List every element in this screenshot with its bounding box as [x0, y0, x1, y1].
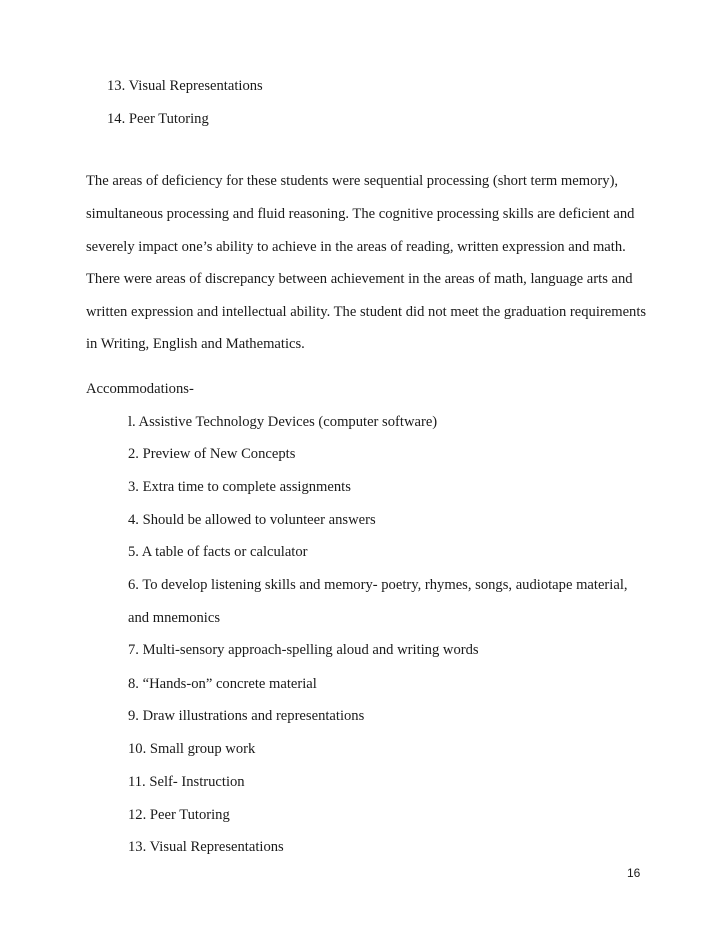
accommodation-item: 2. Preview of New Concepts [128, 446, 296, 462]
paragraph-line: There were areas of discrepancy between achievement in the areas of math, language arts and [86, 271, 633, 287]
top-list-item: 13. Visual Representations [107, 78, 263, 94]
paragraph-line: The areas of deficiency for these students were sequential processing (short term memory), [86, 173, 619, 189]
accommodation-item: 9. Draw illustrations and representations [128, 708, 365, 724]
accommodation-item: l. Assistive Technology Devices (computer software) [128, 414, 438, 430]
page-number: 16 [627, 866, 641, 880]
accommodation-item: 13. Visual Representations [128, 839, 284, 855]
paragraph-line: written expression and intellectual ability. The student did not meet the graduation requirements [86, 304, 647, 320]
accommodation-item: 10. Small group work [128, 741, 256, 757]
accommodation-item-continuation: and mnemonics [128, 610, 221, 626]
paragraph-line: simultaneous processing and fluid reasoning. The cognitive processing skills are deficient and [86, 206, 635, 222]
paragraph-line: severely impact one’s ability to achieve in the areas of reading, written expression and math. [86, 239, 626, 255]
accommodation-item: 7. Multi-sensory approach-spelling aloud and writing words [128, 642, 479, 658]
accommodation-item: 12. Peer Tutoring [128, 807, 230, 823]
accommodation-item: 3. Extra time to complete assignments [128, 479, 351, 495]
top-list-item: 14. Peer Tutoring [107, 111, 209, 127]
accommodation-item: 4. Should be allowed to volunteer answers [128, 512, 376, 528]
accommodation-item: 6. To develop listening skills and memory- poetry, rhymes, songs, audiotape material, [128, 577, 628, 593]
accommodation-item: 8. “Hands-on” concrete material [128, 676, 317, 692]
accommodation-item: 11. Self- Instruction [128, 774, 245, 790]
paragraph-line: in Writing, English and Mathematics. [86, 336, 305, 352]
accommodations-heading: Accommodations- [86, 381, 194, 397]
accommodation-item: 5. A table of facts or calculator [128, 544, 308, 560]
